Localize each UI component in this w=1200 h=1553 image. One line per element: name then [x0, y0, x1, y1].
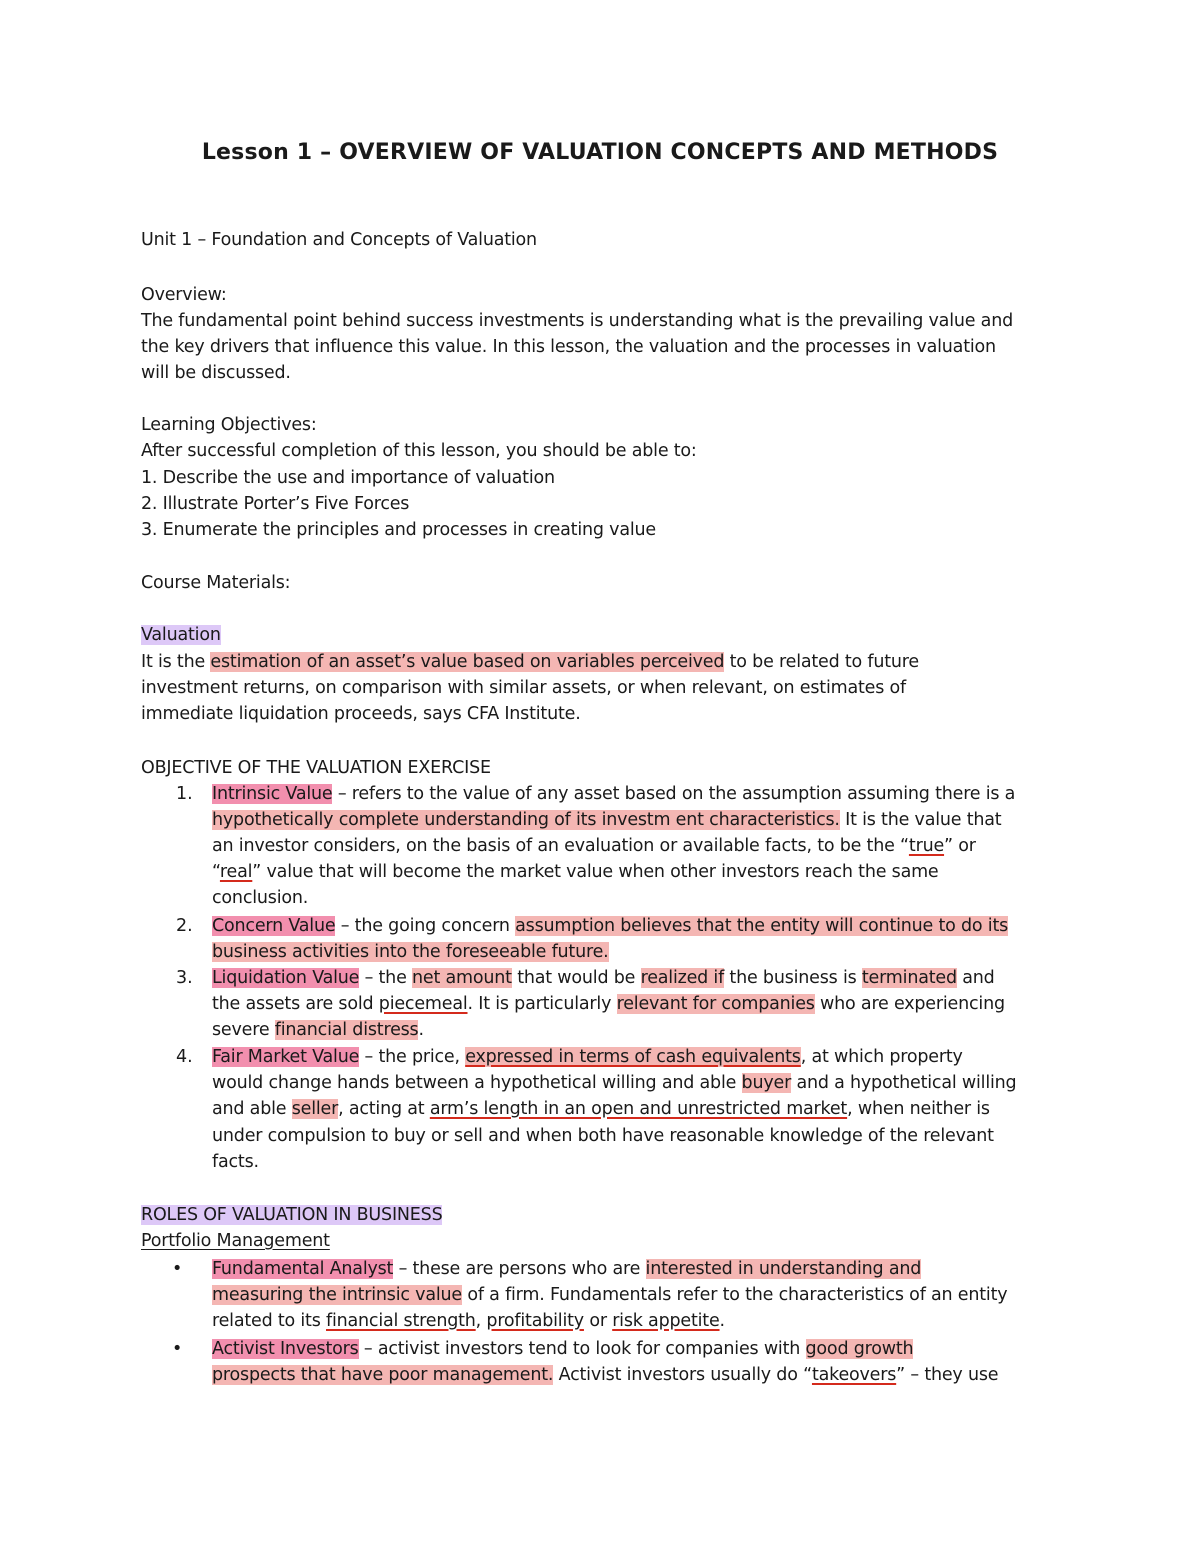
highlight-run: seller	[291, 1099, 339, 1119]
text-run: Activist investors usually do “	[553, 1365, 812, 1385]
course-materials-heading: Course Materials:	[141, 573, 291, 593]
term-highlight: Fundamental Analyst	[212, 1259, 394, 1279]
fair-market-value-line: facts.	[212, 1152, 259, 1172]
portfolio-management-heading	[141, 1228, 330, 1254]
highlight-run: estimation of an asset’s value based on variables perceived	[210, 652, 725, 672]
underlined-run: financial strength	[326, 1311, 476, 1331]
text-run: – these are persons who are	[393, 1259, 646, 1279]
underlined-run: profitability	[486, 1311, 584, 1331]
highlight-run: realized if	[640, 968, 725, 988]
intrinsic-value-line	[212, 781, 1015, 807]
lesson-title: Lesson 1 – OVERVIEW OF VALUATION CONCEPTS AND METHODS	[201, 140, 999, 165]
text-run: – the price,	[359, 1047, 466, 1067]
list-number: 2.	[176, 916, 193, 936]
unit-heading: Unit 1 – Foundation and Concepts of Valuation	[141, 230, 537, 250]
highlight-run: expressed in terms of cash equivalents	[465, 1047, 801, 1067]
text-run: the business is	[724, 968, 862, 988]
roles-heading	[141, 1202, 442, 1228]
text-run: , when neither is	[847, 1099, 990, 1119]
highlight-run: measuring the intrinsic value	[212, 1285, 462, 1305]
text-run: severe	[212, 1020, 275, 1040]
highlight-run: net amount	[412, 968, 512, 988]
highlight-run: buyer	[741, 1073, 792, 1093]
underlined-run: true	[908, 836, 945, 856]
learning-objective-item: 2. Illustrate Porter’s Five Forces	[141, 494, 410, 514]
learning-objectives-heading: Learning Objectives:	[141, 415, 317, 435]
text-run: . It is particularly	[467, 994, 617, 1014]
valuation-definition-line	[141, 649, 919, 675]
intrinsic-value-line	[212, 859, 939, 885]
text-run: related to its	[212, 1311, 326, 1331]
fair-market-value-line	[212, 1096, 990, 1122]
text-run: and	[956, 968, 995, 988]
list-number: 4.	[176, 1047, 193, 1067]
underlined-run: real	[219, 862, 253, 882]
highlight-run: hypothetically complete understanding of its investm ent characteristics.	[212, 810, 840, 830]
text-run: or	[583, 1311, 613, 1331]
bullet: •	[172, 1259, 183, 1279]
bullet: •	[172, 1339, 183, 1359]
underlined-run: risk appetite	[612, 1311, 720, 1331]
overview-text-line: will be discussed.	[141, 363, 291, 383]
highlight-run: prospects that have poor management.	[212, 1365, 554, 1385]
highlight-run: terminated	[861, 968, 957, 988]
text-run: – the	[359, 968, 413, 988]
activist-investors-line	[212, 1336, 913, 1362]
text-run: would change hands between a hypothetical willing and able	[212, 1073, 742, 1093]
text-run: – activist investors tend to look for companies with	[358, 1339, 806, 1359]
activist-investors-line	[212, 1362, 998, 1388]
highlight-run: financial distress	[274, 1020, 419, 1040]
valuation-heading	[141, 622, 221, 648]
liquidation-value-line	[212, 965, 995, 991]
list-number: 1.	[176, 784, 193, 804]
objective-heading: OBJECTIVE OF THE VALUATION EXERCISE	[141, 758, 491, 778]
text-run: It is the	[141, 652, 211, 672]
text-run: ” or	[944, 836, 976, 856]
text-run: of a firm. Fundamentals refer to the characteristics of an entity	[461, 1285, 1008, 1305]
text-run: an investor considers, on the basis of an evaluation or available facts, to be the “	[212, 836, 909, 856]
intrinsic-value-line: conclusion.	[212, 888, 309, 908]
highlight-run: good growth	[805, 1339, 914, 1359]
underlined-run: piecemeal	[378, 994, 468, 1014]
term-highlight: Activist Investors	[212, 1339, 359, 1359]
fair-market-value-line: under compulsion to buy or sell and when both have reasonable knowledge of the relevant	[212, 1126, 994, 1146]
text-run: who are experiencing	[814, 994, 1005, 1014]
valuation-definition-line: investment returns, on comparison with similar assets, or when relevant, on estimates of	[141, 678, 906, 698]
text-run: – refers to the value of any asset based on the assumption assuming there is a	[332, 784, 1016, 804]
text-run: the assets are sold	[212, 994, 379, 1014]
highlight-run: assumption believes that the entity will continue to do its	[515, 916, 1009, 936]
text-run: to be related to future	[724, 652, 919, 672]
fundamental-analyst-line	[212, 1282, 1007, 1308]
text-run: “	[212, 862, 220, 882]
term-highlight: Fair Market Value	[212, 1047, 360, 1067]
text-run: and a hypothetical willing	[791, 1073, 1017, 1093]
highlight-run: relevant for companies	[616, 994, 815, 1014]
valuation-heading-text: Valuation	[141, 625, 221, 645]
underlined-run: arm’s length in an open and unrestricted market	[429, 1099, 848, 1119]
term-highlight: Liquidation Value	[212, 968, 360, 988]
learning-objectives-intro: After successful completion of this lesson, you should be able to:	[141, 441, 697, 461]
text-run: .	[719, 1311, 725, 1331]
term-highlight: Concern Value	[212, 916, 336, 936]
fair-market-value-line	[212, 1070, 1016, 1096]
text-run: that would be	[511, 968, 641, 988]
term-highlight: Intrinsic Value	[212, 784, 333, 804]
valuation-definition-line: immediate liquidation proceeds, says CFA Institute.	[141, 704, 581, 724]
overview-text-line: The fundamental point behind success investments is understanding what is the prevailing value and	[141, 311, 1014, 331]
text-run: , at which property	[800, 1047, 963, 1067]
text-run: ” – they use	[896, 1365, 999, 1385]
fundamental-analyst-line	[212, 1256, 921, 1282]
intrinsic-value-line	[212, 807, 1001, 833]
fair-market-value-line	[212, 1044, 963, 1070]
text-run: and able	[212, 1099, 292, 1119]
text-run: ” value that will become the market value when other investors reach the same	[252, 862, 939, 882]
highlight-run: business activities into the foreseeable future.	[212, 942, 609, 962]
roles-heading-text: ROLES OF VALUATION IN BUSINESS	[141, 1205, 443, 1225]
portfolio-management-text: Portfolio Management	[141, 1231, 330, 1251]
text-run: , acting at	[338, 1099, 430, 1119]
concern-value-line	[212, 913, 1008, 939]
text-run: It is the value that	[839, 810, 1002, 830]
concern-value-line	[212, 939, 609, 965]
list-number: 3.	[176, 968, 193, 988]
text-run: .	[418, 1020, 424, 1040]
text-run: – the going concern	[335, 916, 516, 936]
intrinsic-value-line	[212, 833, 976, 859]
learning-objective-item: 1. Describe the use and importance of valuation	[141, 468, 555, 488]
fundamental-analyst-line	[212, 1308, 725, 1334]
overview-text-line: the key drivers that influence this value. In this lesson, the valuation and the processes in valuation	[141, 337, 996, 357]
learning-objective-item: 3. Enumerate the principles and processes in creating value	[141, 520, 656, 540]
liquidation-value-line	[212, 1017, 424, 1043]
text-run: ,	[475, 1311, 487, 1331]
liquidation-value-line	[212, 991, 1005, 1017]
overview-heading: Overview:	[141, 285, 227, 305]
highlight-run: interested in understanding and	[645, 1259, 922, 1279]
underlined-run: takeovers	[811, 1365, 897, 1385]
